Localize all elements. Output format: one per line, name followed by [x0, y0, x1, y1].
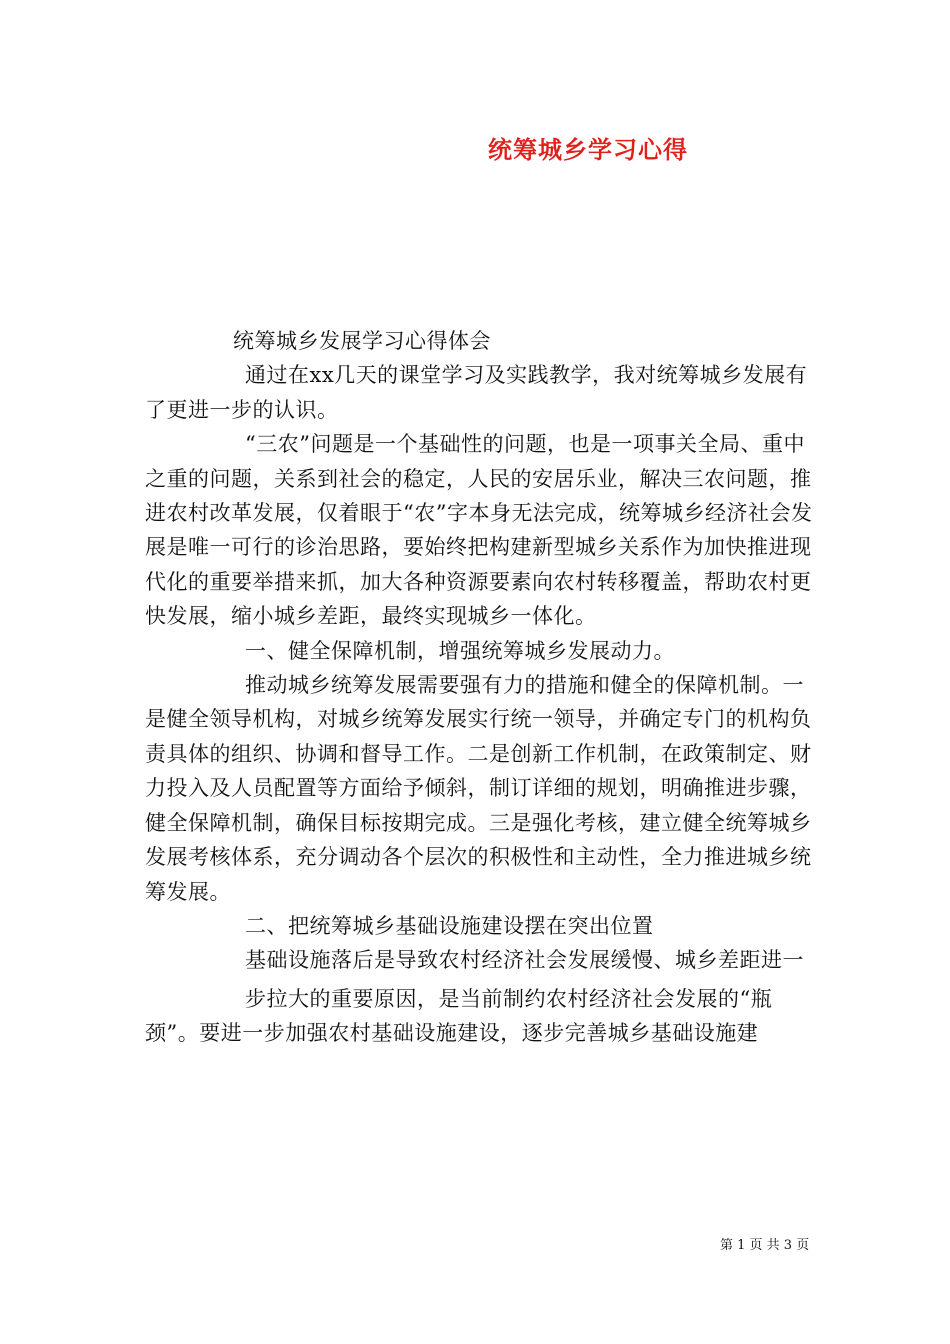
paragraph-5: 步拉大的重要原因，是当前制约农村经济社会发展的“瓶颈”。要进一步加强农村基础设施建设，逐步完善城乡基础设施建 — [145, 986, 773, 1046]
section-heading-2: 二、把统筹城乡基础设施建设摆在突出位置 — [245, 913, 654, 938]
section-heading-1: 一、健全保障机制，增强统筹城乡发展动力。 — [245, 638, 675, 663]
page-number: 第 1 页 共 3 页 — [720, 1238, 810, 1253]
paragraph-4: 基础设施落后是导致农村经济社会发展缓慢、城乡差距进一 — [245, 948, 804, 973]
document-body — [145, 324, 813, 1051]
document-subtitle: 统筹城乡发展学习心得体会 — [233, 329, 491, 353]
paragraph-3: 推动城乡统筹发展需要强有力的措施和健全的保障机制。一是健全领导机构，对城乡统筹发展实行统一领导，并确定专门的机构负责具体的组织、协调和督导工作。二是创新工作机制，在政策制定、财力投入及人员配置等方面给予倾斜，制订详细的规划，明确推进步骤，健全保障机制，确保目标按期完成。三是强化考核，建立健全统筹城乡发展考核体系，充分调动各个层次的积极性和主动性，全力推进城乡统筹发展。 — [145, 673, 812, 904]
paragraph-2: “三农”问题是一个基础性的问题，也是一项事关全局、重中之重的问题，关系到社会的稳定，人民的安居乐业，解决三农问题，推进农村改革发展，仅着眼于“农”字本身无法完成，统筹城乡经济社会发展是唯一可行的诊治思路，要始终把构建新型城乡关系作为加快推进现代化的重要举措来抓，加大各种资源要素向农村转移覆盖，帮助农村更快发展，缩小城乡差距，最终实现城乡一体化。 — [145, 432, 813, 629]
document-title: 统筹城乡学习心得 — [488, 135, 688, 164]
paragraph-1: 通过在xx几天的课堂学习及实践教学，我对统筹城乡发展有了更进一步的认识。 — [145, 363, 808, 422]
